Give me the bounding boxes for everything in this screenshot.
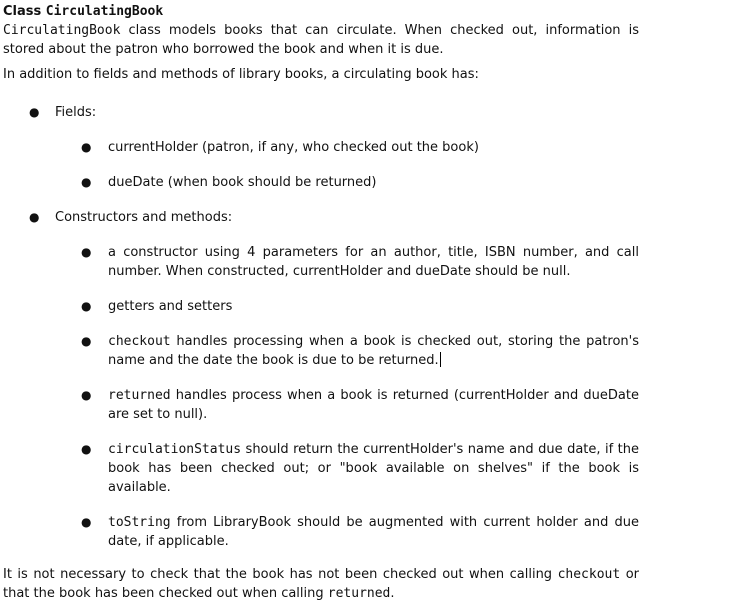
bullet-icon: ● [81,515,92,529]
field-item-current-holder [55,138,639,157]
document [3,3,639,603]
feature-list [3,103,639,551]
intro-class-name: CirculatingBook [3,23,121,38]
methods-list [3,243,639,551]
tostring-code: toString [108,515,171,530]
bullet-icon: ● [81,175,92,189]
constructor-text: a constructor using 4 parameters for an author, title, ISBN number, and call number. When constructed, currentHolder and dueDate should be null. [108,245,639,279]
circulation-code: circulationStatus [108,442,242,457]
checkout-code: checkout [108,334,171,349]
field-text: currentHolder (patron, if any, who checked out the book) [108,140,479,155]
fields-list [3,138,639,192]
section-title [3,3,639,20]
methods-item [3,208,639,551]
bullet-icon: ● [81,140,92,154]
tostring-text: from LibraryBook should be augmented with current holder and due date, if applicable. [108,515,639,549]
bullet-icon: ● [29,105,40,119]
field-item-due-date [55,173,639,192]
footer-text-2: or that the book has been checked out when calling [3,567,639,601]
getters-text: getters and setters [108,299,233,314]
method-item-checkout [55,332,639,370]
footer-text-1: It is not necessary to check that the book has not been checked out when calling [3,567,558,582]
method-item-returned [55,386,639,424]
title-class-name: CirculatingBook [45,4,164,19]
methods-heading: Constructors and methods: [55,210,233,225]
bullet-icon: ● [81,442,92,456]
fields-heading: Fields: [55,105,97,120]
footer-code-returned: returned [327,586,391,601]
intro-text: class models books that can circulate. When checked out, information is stored about the patron who borrowed the book and when it is due. [3,23,639,57]
bullet-icon: ● [81,299,92,313]
footer-text-3: . [390,586,395,601]
fields-item [3,103,639,192]
footer-paragraph [3,565,639,603]
text-cursor [440,352,441,367]
method-item-circulation-status [55,440,639,497]
returned-code: returned [108,388,171,403]
returned-text: handles process when a book is returned (currentHolder and dueDate are set to null). [108,388,639,422]
circulation-text: should return the currentHolder's name and due date, if the book has been checked out; or "book available on shelves" if the book is available. [108,442,639,495]
bullet-icon: ● [81,388,92,402]
method-item-tostring [55,513,639,551]
title-prefix: Class [3,4,46,19]
bullet-icon: ● [29,210,40,224]
intro-paragraph [3,21,639,59]
bullet-icon: ● [81,334,92,348]
field-text: dueDate (when book should be returned) [108,175,377,190]
method-item-getters [55,297,639,316]
checkout-text: handles processing when a book is checked out, storing the patron's name and the date the book is due to be returned. [108,334,639,368]
method-item-constructor [55,243,639,281]
has-paragraph: In addition to fields and methods of library books, a circulating book has: [3,67,479,82]
footer-code-checkout: checkout [557,567,621,582]
bullet-icon: ● [81,245,92,259]
